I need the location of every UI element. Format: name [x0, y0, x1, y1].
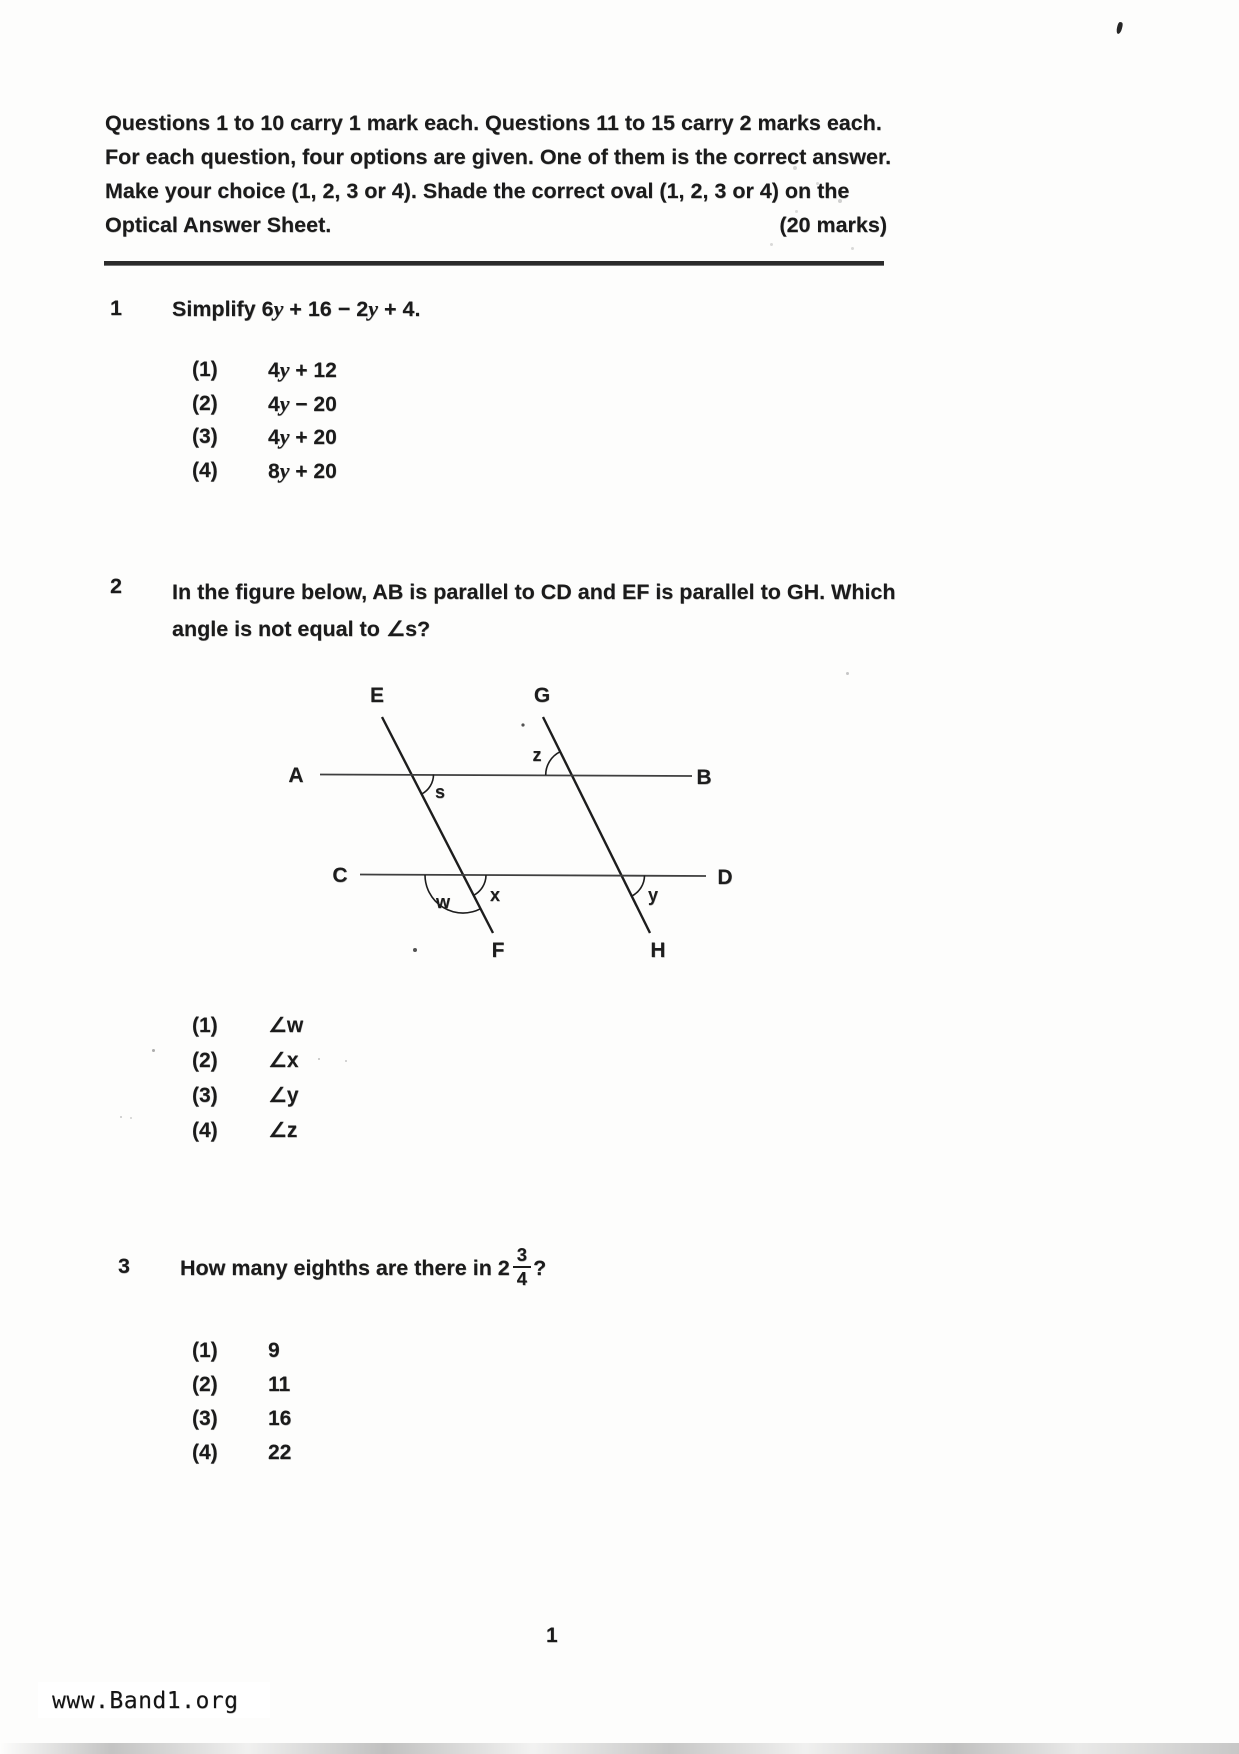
scan-speck: [318, 1058, 320, 1060]
scan-speck: [152, 1049, 155, 1052]
option-row: [192, 1334, 291, 1368]
option-label: (3): [192, 1084, 218, 1107]
option-value: [268, 455, 337, 489]
parallel-lines-figure: [270, 668, 750, 968]
q2-line-2: angle is not equal to ∠s?: [172, 617, 431, 641]
label-B: B: [696, 766, 712, 789]
option-row: [192, 1043, 303, 1078]
opt-seg: 4: [268, 359, 280, 382]
scan-edge-band: [0, 1743, 1239, 1754]
instructions-line-4: [105, 208, 887, 242]
fraction-denominator: 4: [516, 1268, 528, 1290]
label-A: A: [288, 764, 304, 787]
label-F: F: [491, 939, 505, 962]
q1-var: y: [368, 296, 378, 321]
scan-speck: [130, 1117, 132, 1119]
q1-text-seg: Simplify 6: [172, 297, 274, 321]
instructions-block: [105, 106, 892, 242]
question-3: [118, 1240, 546, 1296]
watermark: www.Band1.org: [52, 1688, 239, 1714]
question-1: [110, 296, 420, 322]
q1-var: y: [273, 296, 284, 321]
question-2-text: [172, 574, 896, 648]
fraction-three-quarters: [513, 1243, 531, 1290]
option-value: ∠y: [268, 1084, 299, 1107]
scan-speck: [846, 672, 849, 675]
label-G: G: [533, 684, 551, 707]
q3-text-post: ?: [533, 1256, 547, 1280]
page-number: 1: [546, 1624, 558, 1647]
q3-text-pre: How many eighths are there in 2: [180, 1256, 510, 1280]
option-value: ∠z: [268, 1119, 298, 1142]
option-value: 22: [268, 1441, 292, 1464]
opt-seg: 8: [268, 459, 280, 483]
label-angle-x: x: [489, 885, 501, 905]
label-C: C: [332, 864, 348, 887]
opt-var: y: [279, 457, 290, 483]
fraction-numerator: 3: [513, 1246, 531, 1269]
question-3-text: [180, 1240, 546, 1296]
question-2: [110, 574, 896, 648]
label-angle-w: w: [435, 892, 451, 912]
option-row: [192, 354, 337, 388]
line-AB: [320, 775, 692, 777]
option-label: (1): [192, 1339, 218, 1362]
instructions-line-1: Questions 1 to 10 carry 1 mark each. Questions 11 to 15 carry 2 marks each.: [105, 111, 882, 135]
scan-dot: [413, 948, 417, 952]
question-1-options: [192, 354, 337, 488]
option-value: [268, 421, 337, 455]
angle-arc-y: [632, 876, 645, 896]
opt-seg: 4: [268, 426, 280, 449]
option-row: [192, 1436, 291, 1470]
option-row: [192, 388, 337, 422]
option-label: (2): [192, 1373, 218, 1396]
option-row: [192, 1078, 303, 1113]
marks-total: (20 marks): [779, 213, 887, 237]
q2-line-1: In the figure below, AB is parallel to CD and EF is parallel to GH. Which: [172, 580, 896, 604]
angle-arc-x: [474, 875, 487, 895]
option-value: 16: [268, 1407, 292, 1430]
scan-dot: [521, 723, 524, 726]
option-label: (2): [192, 1049, 218, 1072]
option-value: [268, 388, 337, 422]
opt-seg: + 20: [289, 459, 337, 483]
question-3-options: [192, 1334, 291, 1470]
option-row: [192, 455, 337, 489]
angle-arc-s: [422, 775, 434, 795]
option-label: (1): [192, 1014, 218, 1037]
line-CD: [360, 875, 706, 877]
option-value: [268, 354, 337, 388]
scan-speck: [851, 247, 854, 250]
line-GH: [543, 717, 650, 933]
option-label: (3): [192, 425, 218, 448]
option-label: (1): [192, 358, 218, 381]
q1-text-seg: + 4.: [377, 297, 421, 321]
option-label: (4): [192, 1441, 218, 1464]
question-1-text: [172, 296, 420, 322]
option-value: 11: [268, 1373, 291, 1396]
option-label: (4): [192, 458, 218, 482]
option-value: 9: [268, 1339, 280, 1362]
label-angle-y: y: [647, 885, 659, 905]
opt-seg: + 12: [289, 359, 337, 382]
scan-speck: [120, 1116, 122, 1118]
option-label: (2): [192, 391, 218, 415]
question-2-options: [192, 1008, 303, 1148]
opt-var: y: [279, 357, 290, 382]
option-value: ∠w: [268, 1014, 304, 1037]
opt-seg: − 20: [289, 392, 337, 416]
label-E: E: [369, 684, 385, 707]
instructions-line-4-text: Optical Answer Sheet.: [105, 213, 332, 237]
option-row: [192, 421, 337, 455]
option-row: [192, 1113, 303, 1148]
question-1-number: 1: [110, 296, 122, 320]
label-angle-z: z: [532, 745, 542, 765]
option-label: (4): [192, 1119, 218, 1142]
opt-var: y: [279, 424, 290, 449]
option-label: (3): [192, 1407, 218, 1430]
header-divider: [104, 261, 884, 266]
angle-arc-z: [546, 752, 561, 775]
option-row: [192, 1008, 303, 1043]
opt-var: y: [279, 390, 290, 416]
q1-text-seg: + 16 − 2: [283, 297, 369, 321]
question-3-number: 3: [118, 1254, 130, 1278]
instructions-line-3: Make your choice (1, 2, 3 or 4). Shade the correct oval (1, 2, 3 or 4) on the: [105, 179, 850, 203]
scan-mark: [1116, 22, 1124, 35]
label-H: H: [650, 939, 666, 962]
option-row: [192, 1402, 291, 1436]
scan-speck: [345, 1060, 347, 1062]
option-row: [192, 1368, 291, 1402]
opt-seg: 4: [268, 392, 280, 416]
instructions-line-2: For each question, four options are given. One of them is the correct answer.: [105, 145, 892, 169]
opt-seg: + 20: [289, 426, 337, 449]
scan-speck: [770, 243, 773, 246]
option-value: ∠x: [268, 1049, 299, 1072]
label-D: D: [717, 866, 733, 889]
question-2-number: 2: [110, 574, 122, 598]
label-angle-s: s: [434, 782, 446, 802]
